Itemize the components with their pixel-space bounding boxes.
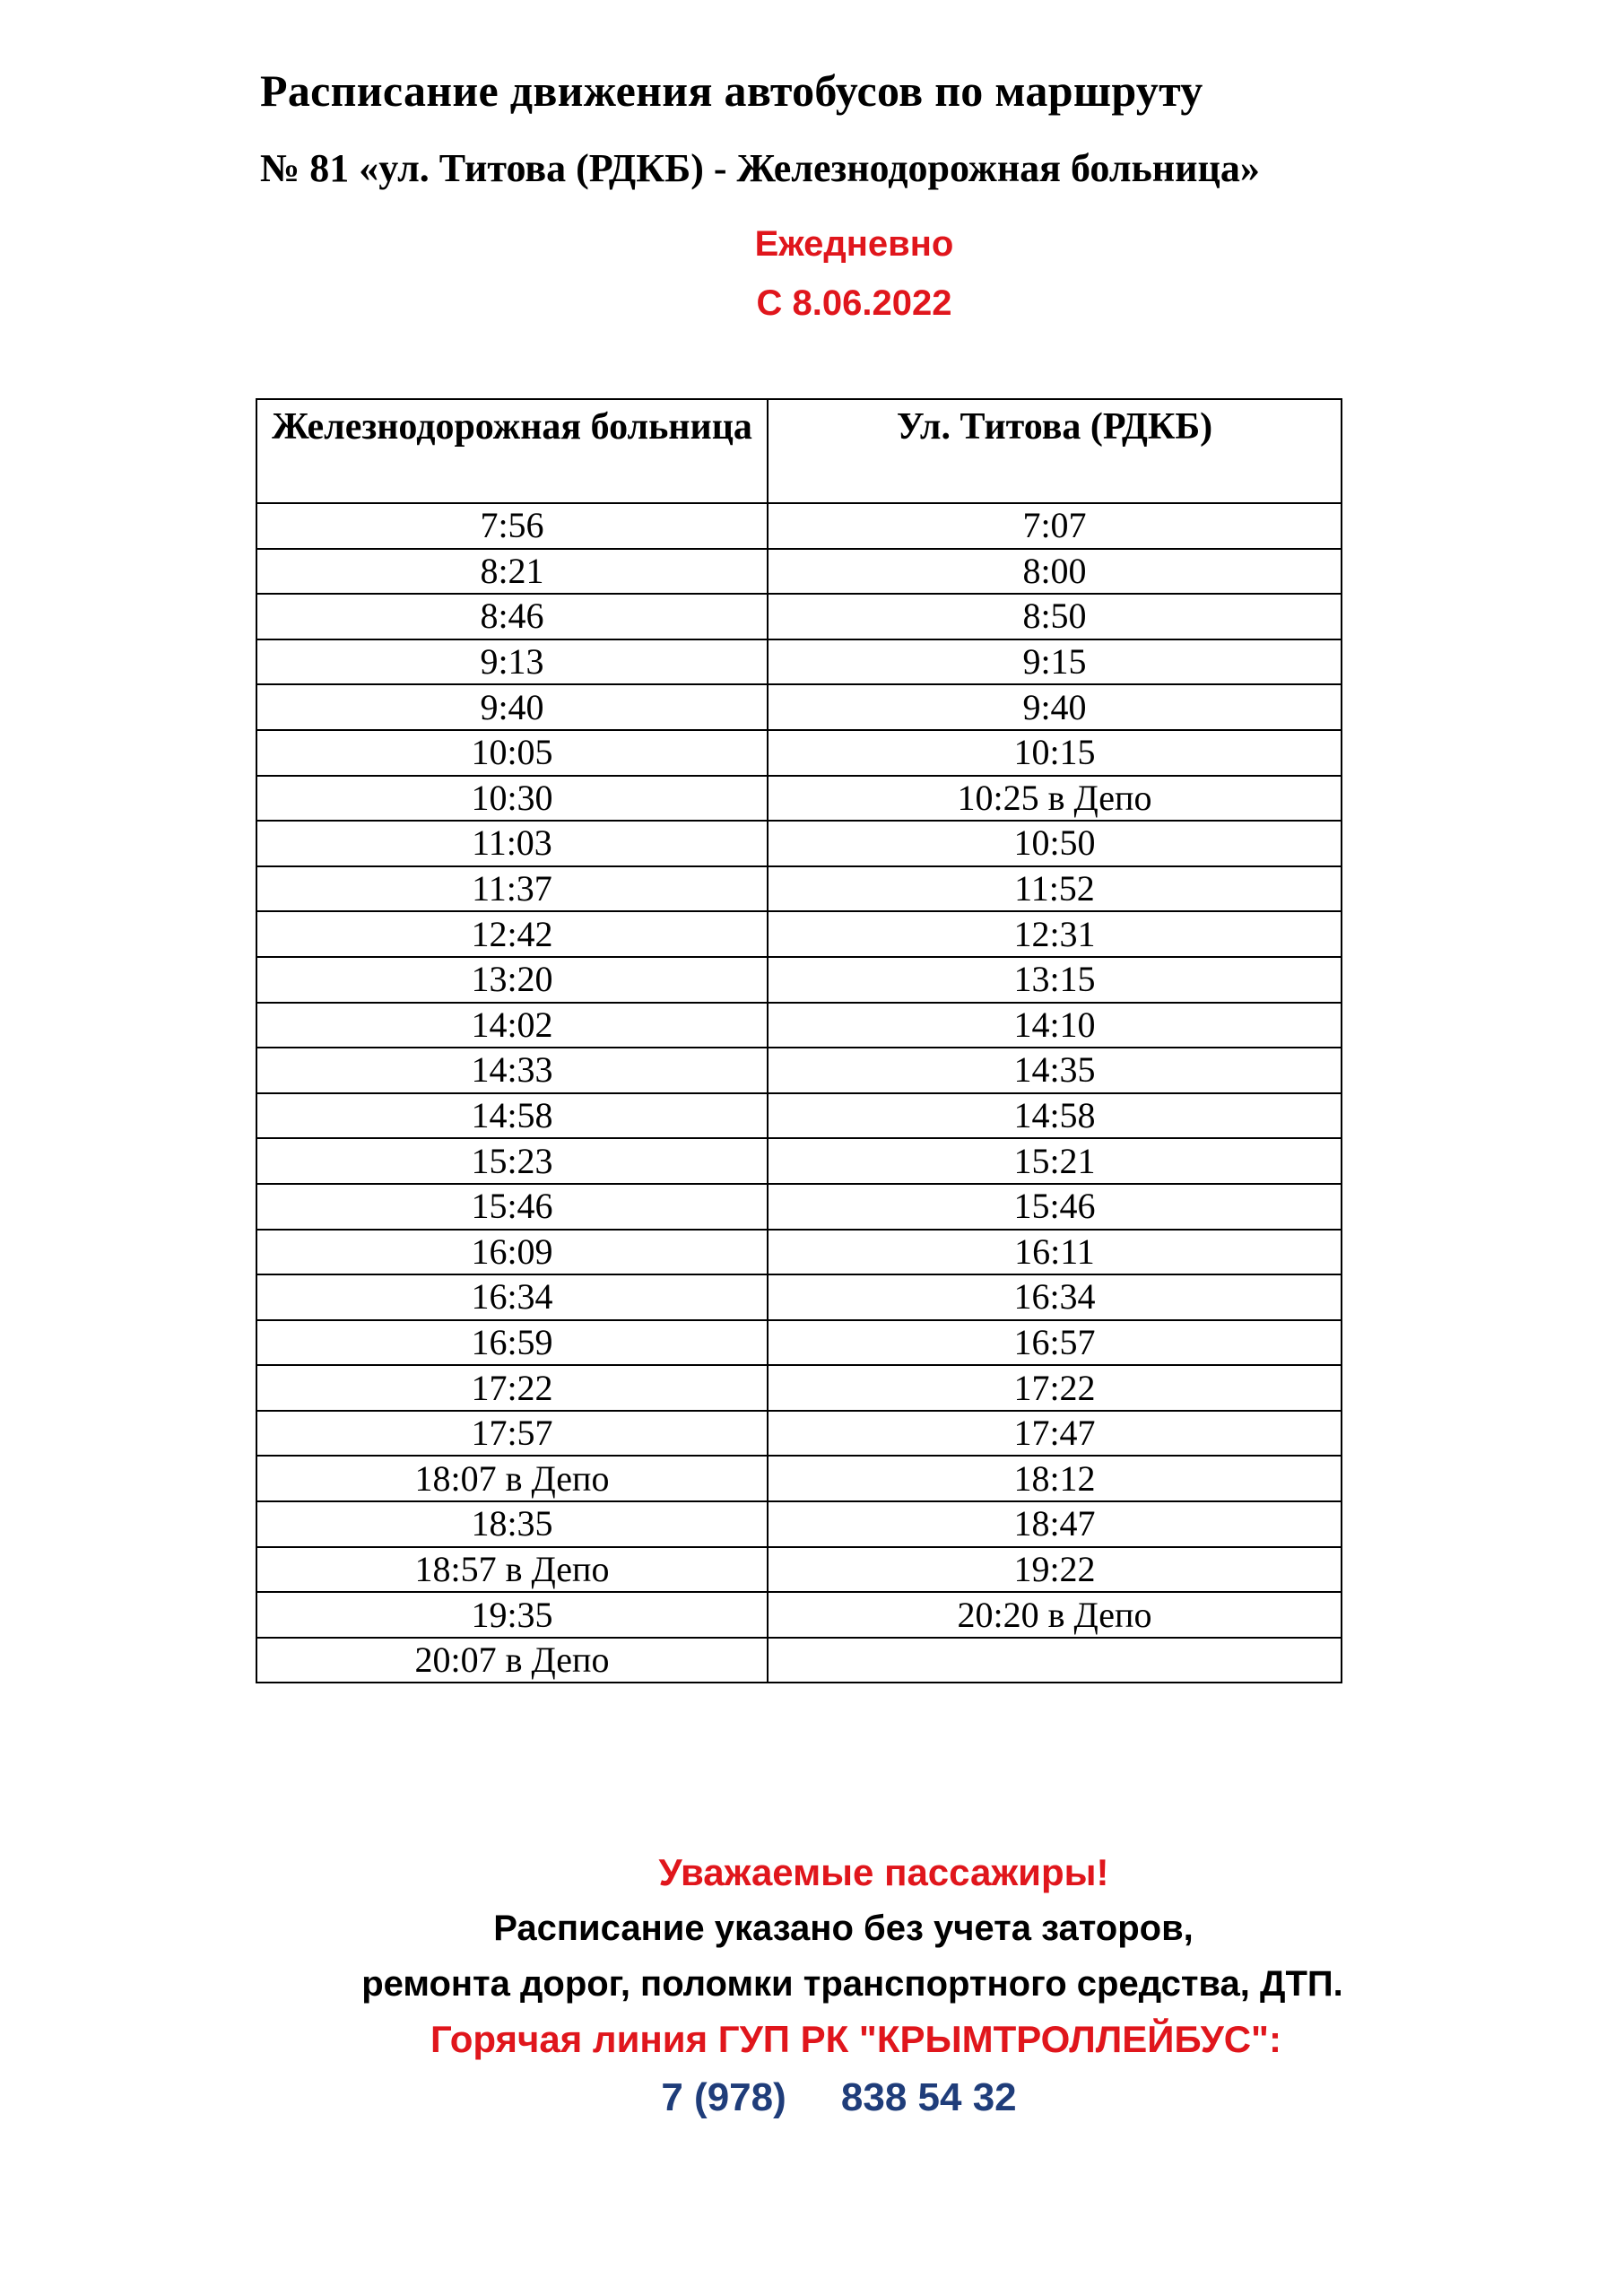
table-row (256, 730, 1342, 776)
departure-railway-hospital: 10:05 (256, 730, 768, 776)
departure-railway-hospital: 20:07 в Депо (256, 1638, 768, 1683)
departure-railway-hospital: 19:35 (256, 1592, 768, 1638)
departure-railway-hospital: 17:22 (256, 1365, 768, 1411)
departure-titova-street: 10:50 (768, 821, 1342, 866)
departure-titova-street: 8:00 (768, 549, 1342, 595)
column-header-railway-hospital: Железнодорожная больница (256, 399, 768, 503)
table-row (256, 1547, 1342, 1593)
route-name: № 81 «ул. Титова (РДКБ) - Железнодорожная больница» (260, 146, 1260, 190)
schedule-table (256, 398, 1342, 1683)
departure-titova-street: 20:20 в Депо (768, 1592, 1342, 1638)
departure-titova-street: 16:34 (768, 1274, 1342, 1320)
departure-railway-hospital: 14:58 (256, 1093, 768, 1139)
departure-titova-street: 19:22 (768, 1547, 1342, 1593)
departure-titova-street: 9:15 (768, 639, 1342, 685)
departure-railway-hospital: 14:02 (256, 1003, 768, 1048)
departure-railway-hospital: 18:35 (256, 1501, 768, 1547)
departure-titova-street: 15:21 (768, 1138, 1342, 1184)
departure-railway-hospital: 15:23 (256, 1138, 768, 1184)
notice-line-1: Расписание указано без учета заторов, (493, 1909, 1194, 1948)
departure-railway-hospital: 14:33 (256, 1048, 768, 1093)
schedule-body (256, 503, 1342, 1683)
table-header-row (256, 399, 1342, 503)
table-row (256, 549, 1342, 595)
table-row (256, 684, 1342, 730)
table-row (256, 866, 1342, 912)
departure-railway-hospital: 16:59 (256, 1320, 768, 1366)
departure-railway-hospital: 11:03 (256, 821, 768, 866)
table-row (256, 503, 1342, 549)
departure-railway-hospital: 18:57 в Депо (256, 1547, 768, 1593)
table-row (256, 1638, 1342, 1683)
departure-titova-street: 9:40 (768, 684, 1342, 730)
notice-line-2: ремонта дорог, поломки транспортного средства, ДТП. (361, 1964, 1343, 2004)
table-row (256, 1456, 1342, 1501)
departure-titova-street: 16:11 (768, 1230, 1342, 1275)
notice-heading: Уважаемые пассажиры! (658, 1851, 1109, 1893)
departure-railway-hospital: 16:34 (256, 1274, 768, 1320)
departure-railway-hospital: 8:46 (256, 594, 768, 639)
departure-railway-hospital: 9:40 (256, 684, 768, 730)
departure-titova-street: 10:25 в Депо (768, 776, 1342, 822)
departure-railway-hospital: 13:20 (256, 957, 768, 1003)
table-row (256, 1501, 1342, 1547)
departure-titova-street: 17:22 (768, 1365, 1342, 1411)
departure-titova-street: 17:47 (768, 1411, 1342, 1457)
phone-code: 7 (978) (661, 2075, 786, 2119)
hotline-phone (0, 2075, 1624, 2120)
table-row (256, 1048, 1342, 1093)
frequency-label: Ежедневно (754, 224, 954, 264)
departure-railway-hospital: 7:56 (256, 503, 768, 549)
effective-date: С 8.06.2022 (756, 283, 952, 323)
table-row (256, 639, 1342, 685)
table-row (256, 1592, 1342, 1638)
departure-railway-hospital: 10:30 (256, 776, 768, 822)
departure-railway-hospital: 18:07 в Депо (256, 1456, 768, 1501)
table-row (256, 821, 1342, 866)
departure-railway-hospital: 12:42 (256, 911, 768, 957)
table-row (256, 911, 1342, 957)
departure-titova-street (768, 1638, 1342, 1683)
table-row (256, 1003, 1342, 1048)
hotline-label: Горячая линия ГУП РК "КРЫМТРОЛЛЕЙБУС": (430, 2018, 1281, 2060)
table-row (256, 1230, 1342, 1275)
departure-titova-street: 13:15 (768, 957, 1342, 1003)
column-header-titova-street: Ул. Титова (РДКБ) (768, 399, 1342, 503)
table-row (256, 1138, 1342, 1184)
table-row (256, 1093, 1342, 1139)
departure-titova-street: 7:07 (768, 503, 1342, 549)
departure-railway-hospital: 11:37 (256, 866, 768, 912)
table-row (256, 594, 1342, 639)
departure-titova-street: 12:31 (768, 911, 1342, 957)
departure-railway-hospital: 16:09 (256, 1230, 768, 1275)
departure-titova-street: 14:35 (768, 1048, 1342, 1093)
table-row (256, 1274, 1342, 1320)
departure-titova-street: 8:50 (768, 594, 1342, 639)
departure-railway-hospital: 9:13 (256, 639, 768, 685)
departure-titova-street: 14:10 (768, 1003, 1342, 1048)
page-title: Расписание движения автобусов по маршруту (260, 65, 1203, 116)
table-row (256, 1411, 1342, 1457)
departure-titova-street: 16:57 (768, 1320, 1342, 1366)
table-row (256, 1365, 1342, 1411)
departure-railway-hospital: 15:46 (256, 1184, 768, 1230)
departure-titova-street: 14:58 (768, 1093, 1342, 1139)
table-row (256, 776, 1342, 822)
departure-railway-hospital: 8:21 (256, 549, 768, 595)
departure-titova-street: 11:52 (768, 866, 1342, 912)
departure-titova-street: 18:47 (768, 1501, 1342, 1547)
table-row (256, 957, 1342, 1003)
phone-number: 838 54 32 (840, 2075, 1017, 2119)
departure-titova-street: 15:46 (768, 1184, 1342, 1230)
table-row (256, 1184, 1342, 1230)
table-row (256, 1320, 1342, 1366)
departure-railway-hospital: 17:57 (256, 1411, 768, 1457)
departure-titova-street: 10:15 (768, 730, 1342, 776)
departure-titova-street: 18:12 (768, 1456, 1342, 1501)
